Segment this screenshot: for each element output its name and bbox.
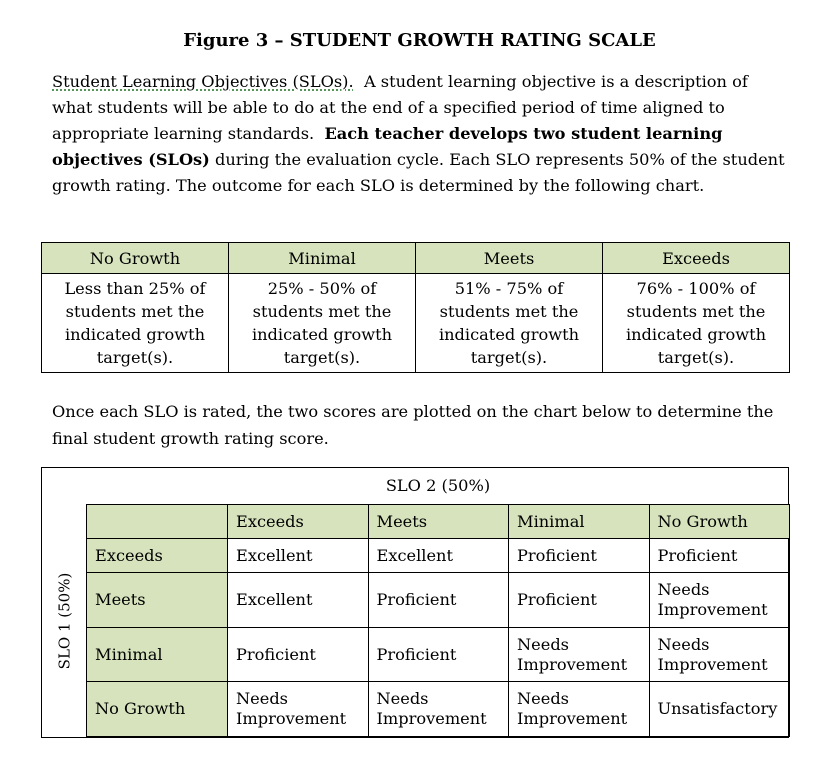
slo1-label-wrapper <box>42 504 87 738</box>
matrix-cell: Proficient <box>368 573 509 628</box>
matrix-row-exceeds: Exceeds <box>87 539 228 573</box>
slo2-header: SLO 2 (50%) <box>385 476 491 495</box>
intro-text-1: A student learning objective is a description of what students will be able to do at the end of a specified period of time aligned to appropriate learning standards. <box>52 72 748 143</box>
slo1-label: SLO 1 (50%) <box>55 572 74 670</box>
matrix-cell: Proficient <box>649 539 790 573</box>
growth-level-table <box>41 242 790 373</box>
growth-desc-minimal: 25% - 50% of students met the indicated growth target(s). <box>229 274 416 373</box>
second-paragraph: Once each SLO is rated, the two scores are plotted on the chart below to determine the final student growth rating score. <box>52 402 774 448</box>
intro-bold-text: Each teacher develops two student learning objectives (SLOs) <box>52 124 723 169</box>
matrix-corner-cell <box>87 505 228 539</box>
rating-matrix-box <box>41 467 789 738</box>
matrix-cell: Needs Improvement <box>228 682 369 737</box>
matrix-cell: Unsatisfactory <box>649 682 790 737</box>
slo-term: Student Learning Objectives (SLOs). <box>52 72 354 91</box>
growth-desc-exceeds: 76% - 100% of students met the indicated growth target(s). <box>603 274 790 373</box>
matrix-col-meets: Meets <box>368 505 509 539</box>
matrix-cell: Excellent <box>228 539 369 573</box>
growth-header-no-growth: No Growth <box>42 243 229 274</box>
matrix-col-no-growth: No Growth <box>649 505 790 539</box>
figure-title: Figure 3 – STUDENT GROWTH RATING SCALE <box>183 30 656 51</box>
matrix-cell: Proficient <box>368 628 509 682</box>
matrix-cell: Needs Improvement <box>649 628 790 682</box>
matrix-col-exceeds: Exceeds <box>228 505 369 539</box>
matrix-cell: Excellent <box>228 573 369 628</box>
matrix-cell: Needs Improvement <box>509 682 650 737</box>
rating-matrix <box>86 504 790 737</box>
growth-header-meets: Meets <box>416 243 603 274</box>
matrix-cell: Proficient <box>228 628 369 682</box>
matrix-row-no-growth: No Growth <box>87 682 228 737</box>
matrix-row-minimal: Minimal <box>87 628 228 682</box>
matrix-cell: Needs Improvement <box>509 628 650 682</box>
matrix-cell: Proficient <box>509 573 650 628</box>
matrix-row-meets: Meets <box>87 573 228 628</box>
matrix-cell: Needs Improvement <box>649 573 790 628</box>
matrix-cell: Needs Improvement <box>368 682 509 737</box>
growth-desc-meets: 51% - 75% of students met the indicated growth target(s). <box>416 274 603 373</box>
growth-header-exceeds: Exceeds <box>603 243 790 274</box>
intro-text-2: during the evaluation cycle. Each SLO represents 50% of the student growth rating. The outcome for each SLO is determined by the following chart. <box>52 150 785 195</box>
matrix-cell: Excellent <box>368 539 509 573</box>
matrix-col-minimal: Minimal <box>509 505 650 539</box>
growth-desc-no-growth: Less than 25% of students met the indicated growth target(s). <box>42 274 229 373</box>
growth-header-minimal: Minimal <box>229 243 416 274</box>
matrix-cell: Proficient <box>509 539 650 573</box>
intro-paragraph <box>52 69 792 199</box>
